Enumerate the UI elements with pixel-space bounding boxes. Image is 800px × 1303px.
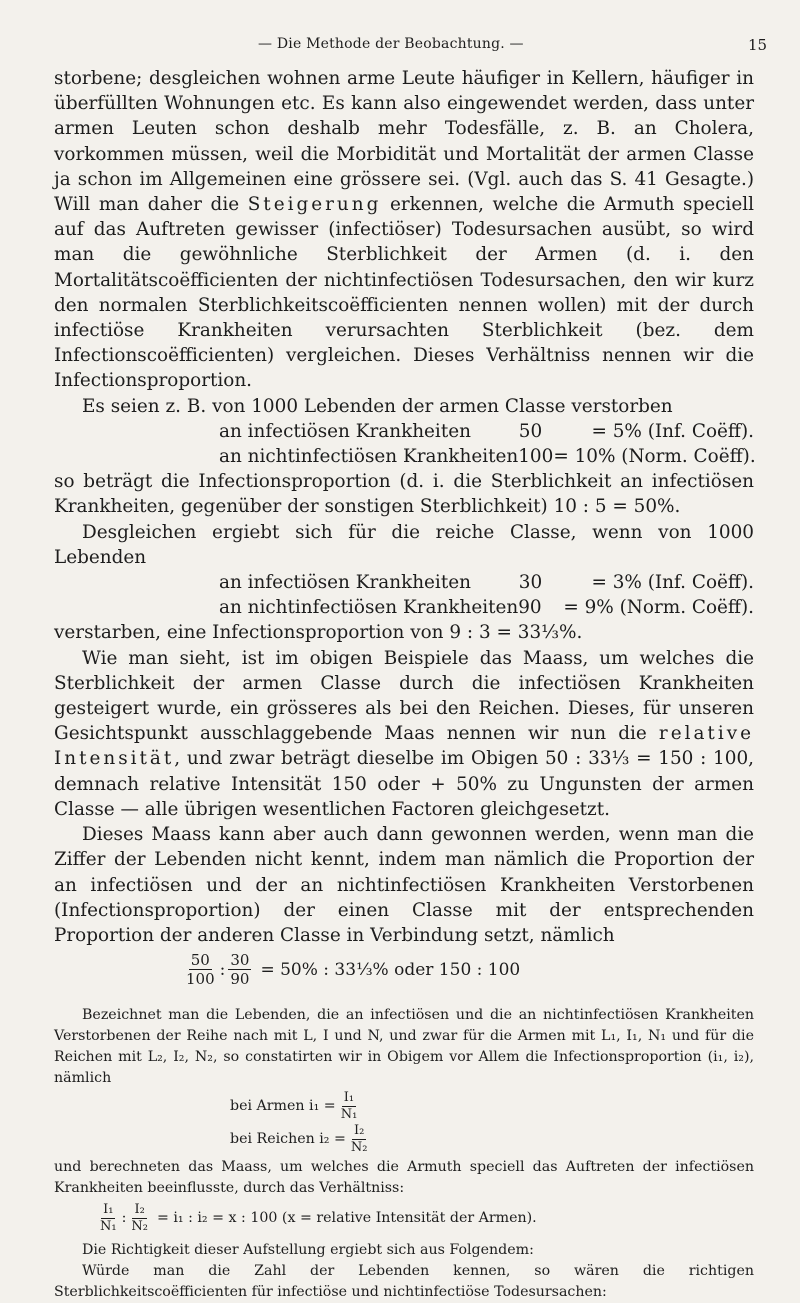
- page-body: [54, 66, 754, 1303]
- footnote-block: [54, 1005, 754, 1303]
- table1-row-1: an infectiösen Krankheiten 50 = 5% (Inf. Coëff).: [219, 420, 754, 442]
- note-2: und berechneten das Maass, um welches die Armuth speciell das Auftreten der infectiösen Krankheiten beeinflusste, durch das Verhältniss:: [54, 1159, 754, 1197]
- paragraph-5: Dieses Maass kann aber auch dann gewonnen werden, wenn man die Ziffer der Lebenden nicht kennt, indem man nämlich die Proportion der an infectiösen und der an nichtinfectiösen Krankheiten Verstorbenen (Infectionsproportion) der einen Classe mit der entsprechenden Proportion der anderen Classe in Verbindung setzt, nämlich: [54, 824, 754, 946]
- equation-armen: bei Armen i₁ = $\frac{\text{I₁}}{\text{N₁}}$: [230, 1090, 358, 1123]
- table2-row-1: an infectiösen Krankheiten 30 = 3% (Inf. Coëff).: [219, 572, 754, 594]
- equation-reichen: bei Reichen i₂ = $\frac{\text{I₂}}{\text{N₂}}$: [230, 1123, 368, 1156]
- formula-proportion: $\frac{50}{100}$ : $\frac{30}{90}$ = 50% : 33⅓% oder 150 : 100: [186, 951, 521, 989]
- fraction-poor: $\frac{50}{100}$: [186, 951, 215, 989]
- table1-row-2: an nichtinfectiösen Krankheiten 100 = 10% (Norm. Coëff).: [219, 446, 756, 468]
- note-3: Die Richtigkeit dieser Aufstellung ergiebt sich aus Folgendem:: [82, 1242, 534, 1259]
- paragraph-2-rest: so beträgt die Infectionsproportion (d. i. die Sterblichkeit an infectiösen Krankheiten, gegenüber der sonstigen Sterblichkeit) 10 : 5 = 50%.: [54, 471, 754, 518]
- paragraph-3-intro: Desgleichen ergiebt sich für die reiche Classe, wenn von 1000 Lebenden: [54, 521, 754, 568]
- note-1: Bezeichnet man die Lebenden, die an infectiösen und die an nichtinfectiösen Krankheiten Verstorbenen der Reihe nach mit L, I und N, und zwar für die Armen mit L₁, I₁, N₁ und für die Reichen mit L₂, I₂, N₂, so constatirten wir in Obigem vor Allem die Infectionsproportion (i₁, i₂), nämlich: [54, 1007, 754, 1087]
- page-number: 15: [748, 36, 768, 54]
- table2-row-2: an nichtinfectiösen Krankheiten 90 = 9% (Norm. Coëff).: [219, 597, 754, 619]
- emphasis-steigerung: Steigerung: [247, 194, 382, 216]
- paragraph-4: Wie man sieht, ist im obigen Beispiele das Maass, um welches die Sterblichkeit der armen Classe durch die infectiösen Krankheiten gesteigert wurde, ein grösseres als bei den Reichen. Dieses, für unseren Gesichtspunkt ausschlaggebende Maas nennen wir nun die relative Intensität, und zwar beträgt dieselbe im Obigen 50 : 33⅓ = 150 : 100, demnach relative Intensität 150 oder + 50% zu Ungunsten der armen Classe — alle übrigen wesentlichen Factoren gleichgesetzt.: [54, 647, 754, 820]
- note-4: Würde man die Zahl der Lebenden kennen, so wären die richtigen Sterblichkeitscoëfficienten für infectiöse und nichtinfectiöse Todesursachen:: [54, 1263, 754, 1301]
- paragraph-2-intro: Es seien z. B. von 1000 Lebenden der armen Classe verstorben: [82, 395, 673, 417]
- emphasis-relative-intensitaet: relative Intensität: [54, 723, 754, 770]
- page-header: [0, 36, 800, 58]
- paragraph-3-rest: verstarben, eine Infectionsproportion von 9 : 3 = 33⅓%.: [54, 622, 583, 644]
- running-head: — Die Methode der Beobachtung. —: [258, 36, 524, 52]
- paragraph-1: storbene; desgleichen wohnen arme Leute häufiger in Kellern, häufiger in überfüllten Wohnungen etc. Es kann also eingewendet werden, dass unter armen Leuten schon deshalb mehr Todesfälle, z. B. an Cholera, vorkommen müssen, weil die Morbidität und Mortalität der armen Classe ja schon im Allgemeinen eine grössere sei. (Vgl. auch das S. 41 Gesagte.) Will man daher die Steigerung erkennen, welche die Armuth speciell auf das Auftreten gewisser (infectiöser) Todesursachen ausübt, so wird man die gewöhnliche Sterblichkeit der Armen (d. i. den Mortalitätscoëfficienten der nichtinfectiösen Todesursachen, den wir kurz den normalen Sterblichkeitscoëfficienten nennen wollen) mit der durch infectiöse Krankheiten verursachten Sterblichkeit (bez. dem Infectionscoëfficienten) vergleichen. Dieses Verhältniss nennen wir die Infectionsproportion.: [54, 68, 754, 392]
- fraction-rich: $\frac{30}{90}$: [230, 951, 250, 989]
- ratio-equation: $\frac{\text{I₁}}{\text{N₁}}$ : $\frac{\text{I₂}}{\text{N₂}}$ = i₁ : i₂ = x : 100 (x = relative Intensität der Armen).: [100, 1202, 537, 1235]
